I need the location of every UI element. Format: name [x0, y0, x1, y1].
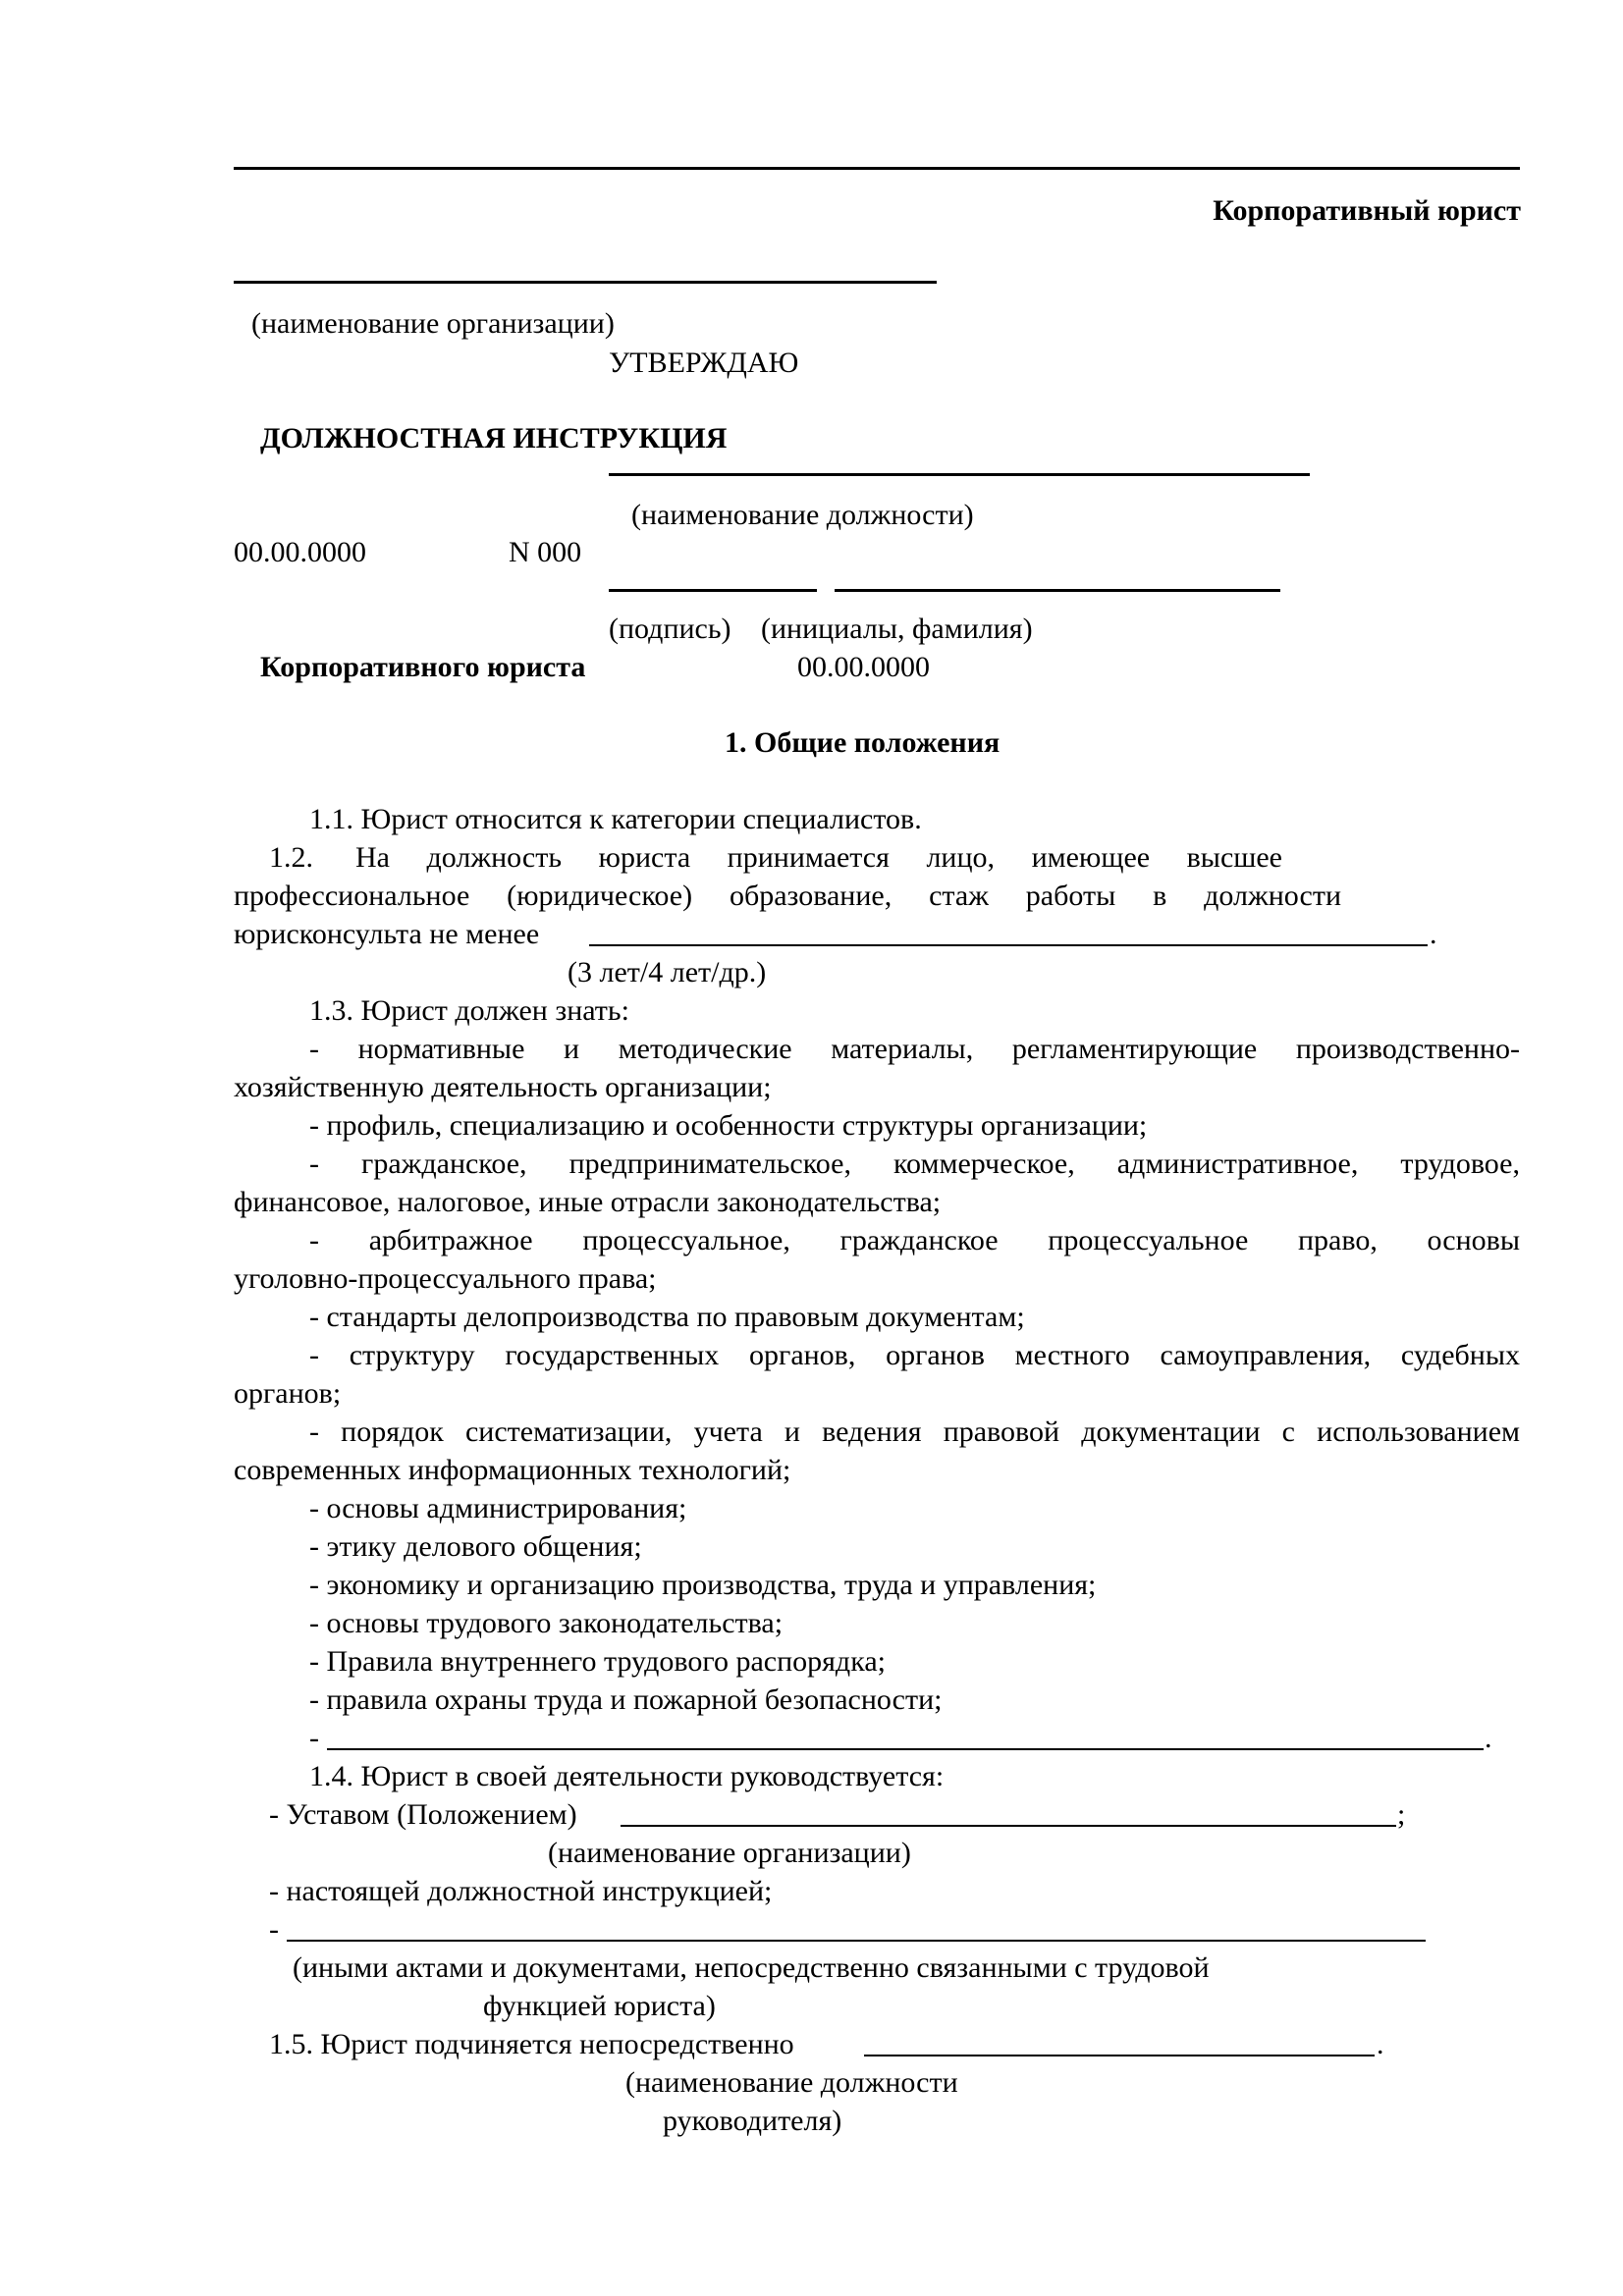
bullet-5: - стандарты делопроизводства по правовым документам; — [309, 1301, 1025, 1333]
bullet-3: - гражданское, предпринимательское, коммерческое, административное, трудовое, — [309, 1148, 1520, 1180]
initials-line — [835, 589, 1280, 592]
approve-label: УТВЕРЖДАЮ — [609, 347, 799, 379]
bullet-7: - порядок систематизации, учета и ведения правовой документации с использованием — [309, 1415, 1520, 1448]
position-caption: (наименование должности) — [631, 499, 974, 531]
bullet-6: - структуру государственных органов, органов местного самоуправления, судебных — [309, 1339, 1520, 1371]
bullet-14-dash: - — [309, 1722, 319, 1754]
experience-caption: (3 лет/4 лет/др.) — [568, 956, 767, 988]
para-1-5: 1.5. Юрист подчиняется непосредственно — [269, 2028, 794, 2060]
bullet-13: - правила охраны труда и пожарной безопасности; — [309, 1683, 943, 1716]
para-1-2-period: . — [1430, 918, 1437, 950]
experience-blank — [589, 944, 1428, 946]
charter-semicolon: ; — [1397, 1798, 1406, 1831]
manager-caption-2: руководителя) — [663, 2105, 842, 2137]
header-rule — [234, 167, 1520, 170]
charter-blank — [621, 1825, 1396, 1827]
bullet-4: - арбитражное процессуальное, гражданское процессуальное право, основы — [309, 1224, 1520, 1256]
bullet-14-blank — [327, 1748, 1484, 1750]
doc-type-heading: ДОЛЖНОСТНАЯ ИНСТРУКЦИЯ — [260, 422, 728, 454]
bullet-1-cont: хозяйственную деятельность организации; — [234, 1071, 772, 1103]
bullet-10: - экономику и организацию производства, труда и управления; — [309, 1569, 1097, 1601]
manager-blank — [864, 2055, 1375, 2056]
para-1-2-num: 1.2. — [269, 841, 313, 874]
doc-number: N 000 — [509, 536, 582, 568]
bullet-6-cont: органов; — [234, 1377, 342, 1410]
para-1-5-period: . — [1377, 2028, 1384, 2060]
instruction-item: - настоящей должностной инструкцией; — [269, 1875, 773, 1907]
para-1-2-line-1: На должность юриста принимается лицо, имеющее высшее — [355, 841, 1282, 874]
position-line — [609, 473, 1310, 476]
initials-caption: (инициалы, фамилия) — [761, 613, 1033, 645]
section-1-heading: 1. Общие положения — [725, 726, 1001, 759]
bullet-2: - профиль, специализацию и особенности структуры организации; — [309, 1109, 1148, 1142]
signature-line — [609, 589, 817, 592]
charter-caption: (наименование организации) — [548, 1837, 911, 1869]
para-1-1: 1.1. Юрист относится к категории специалистов. — [309, 803, 922, 835]
bullet-12: - Правила внутреннего трудового распорядка; — [309, 1645, 886, 1678]
bullet-14-period: . — [1485, 1722, 1492, 1754]
sign-caption: (подпись) — [609, 613, 731, 645]
bullet-8: - основы администрирования; — [309, 1492, 687, 1524]
org-name-line — [234, 281, 937, 284]
para-1-2-line-2: профессиональное (юридическое) образование, стаж работы в должности — [234, 880, 1341, 912]
of-whom-label: Корпоративного юриста — [260, 651, 586, 683]
bullet-4-cont: уголовно-процессуального права; — [234, 1262, 657, 1295]
manager-caption-1: (наименование должности — [625, 2066, 958, 2099]
charter-item: - Уставом (Положением) — [269, 1798, 577, 1831]
para-1-2-line-3: юрисконсульта не менее — [234, 918, 540, 950]
other-acts-blank — [287, 1940, 1426, 1942]
bullet-1: - нормативные и методические материалы, регламентирующие производственно- — [309, 1033, 1520, 1065]
bullet-11: - основы трудового законодательства; — [309, 1607, 784, 1639]
other-acts-dash: - — [269, 1913, 279, 1946]
other-acts-caption-2: функцией юриста) — [483, 1990, 716, 2022]
approve-date: 00.00.0000 — [797, 651, 930, 683]
other-acts-caption-1: (иными актами и документами, непосредственно связанными с трудовой — [293, 1951, 1210, 1984]
bullet-9: - этику делового общения; — [309, 1530, 642, 1563]
bullet-7-cont: современных информационных технологий; — [234, 1454, 791, 1486]
doc-date: 00.00.0000 — [234, 536, 366, 568]
para-1-3-intro: 1.3. Юрист должен знать: — [309, 994, 629, 1027]
para-1-4-intro: 1.4. Юрист в своей деятельности руководствуется: — [309, 1760, 945, 1792]
doc-title: Корпоративный юрист — [1213, 194, 1521, 227]
bullet-3-cont: финансовое, налоговое, иные отрасли законодательства; — [234, 1186, 942, 1218]
org-caption: (наименование организации) — [251, 307, 615, 340]
